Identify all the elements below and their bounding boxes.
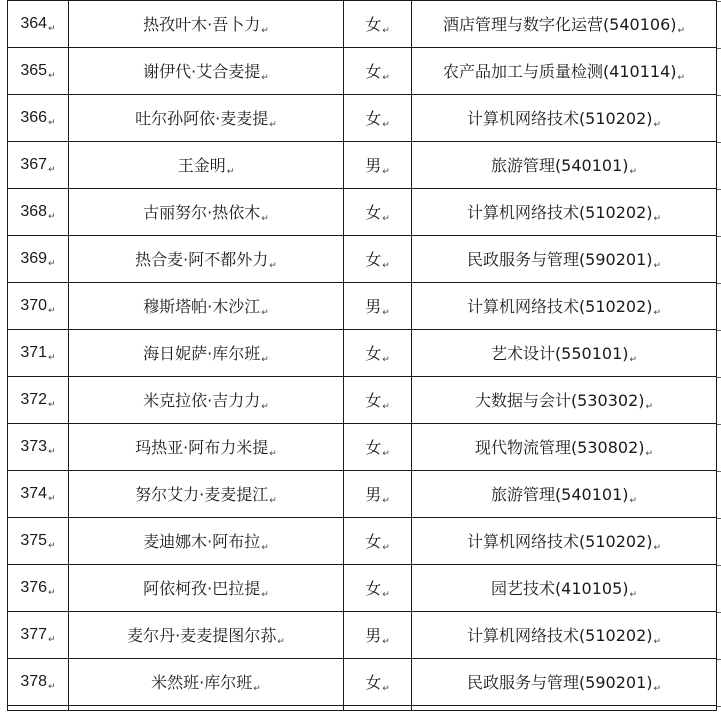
paragraph-mark-icon: ↵ (269, 261, 277, 271)
table-row (8, 565, 717, 612)
paragraph-mark-icon: ↵ (653, 637, 662, 647)
row-number: 375 (20, 531, 48, 549)
student-name-cell[interactable] (69, 283, 344, 330)
paragraph-mark-icon: ↵ (629, 167, 638, 177)
row-number: 373 (20, 437, 48, 455)
paragraph-mark-icon: ↵ (48, 398, 56, 409)
row-number: 366 (20, 108, 48, 126)
paragraph-mark-icon: ↵ (382, 684, 390, 694)
student-major: 计算机网络技术(510202) (466, 109, 653, 128)
paragraph-mark-icon: ↵ (48, 633, 56, 644)
paragraph-mark-icon: ↵ (382, 214, 390, 224)
margin-tick (717, 706, 721, 707)
roster-body (8, 1, 717, 711)
student-name: 王金明 (177, 156, 226, 175)
paragraph-mark-icon: ↵ (261, 26, 269, 36)
major-cell[interactable] (412, 471, 717, 518)
major-cell[interactable] (412, 565, 717, 612)
gender-cell[interactable] (344, 330, 412, 377)
student-gender: 女 (365, 438, 382, 457)
row-number: 374 (20, 484, 48, 502)
paragraph-mark-icon: ↵ (629, 355, 638, 365)
student-major: 民政服务与管理(590201) (466, 673, 653, 692)
row-number-cell[interactable] (8, 471, 69, 518)
table-row (8, 189, 717, 236)
major-cell[interactable] (412, 377, 717, 424)
student-name: 穆斯塔帕·木沙江 (143, 297, 261, 316)
paragraph-mark-icon: ↵ (382, 26, 390, 36)
student-name-cell[interactable] (69, 377, 344, 424)
student-name-cell[interactable] (69, 565, 344, 612)
student-gender: 女 (365, 344, 382, 363)
margin-tick (717, 659, 721, 660)
student-name: 热合麦·阿不都外力 (135, 250, 269, 269)
paragraph-mark-icon: ↵ (48, 304, 56, 315)
paragraph-mark-icon: ↵ (382, 308, 390, 318)
gender-cell[interactable] (344, 518, 412, 565)
paragraph-mark-icon: ↵ (382, 637, 390, 647)
table-row (8, 612, 717, 659)
paragraph-mark-icon: ↵ (653, 120, 662, 130)
paragraph-mark-icon: ↵ (48, 116, 56, 127)
paragraph-mark-icon: ↵ (48, 680, 56, 691)
row-number: 371 (20, 343, 48, 361)
margin-tick (717, 283, 721, 284)
row-number-cell[interactable] (8, 189, 69, 236)
row-number: 372 (20, 390, 48, 408)
row-number: 378 (20, 672, 48, 690)
margin-tick (717, 377, 721, 378)
student-gender: 女 (365, 579, 382, 598)
margin-tick (717, 189, 721, 190)
student-name-cell[interactable] (69, 330, 344, 377)
student-name-cell[interactable] (69, 189, 344, 236)
row-number: 376 (20, 578, 48, 596)
gender-cell[interactable] (344, 48, 412, 95)
row-number: 364 (20, 14, 48, 32)
student-gender: 男 (365, 485, 382, 504)
table-row (8, 518, 717, 565)
row-number-cell[interactable] (8, 236, 69, 283)
student-name-cell[interactable] (69, 142, 344, 189)
margin-tick (717, 471, 721, 472)
student-name: 热孜叶木·吾卜力 (143, 15, 261, 34)
table-row (8, 236, 717, 283)
row-number-cell[interactable] (8, 142, 69, 189)
student-major: 计算机网络技术(510202) (466, 297, 653, 316)
student-name-cell[interactable] (69, 48, 344, 95)
row-number-cell[interactable] (8, 518, 69, 565)
student-gender: 女 (365, 532, 382, 551)
student-gender: 女 (365, 62, 382, 81)
row-number-cell[interactable] (8, 95, 69, 142)
gender-cell[interactable] (344, 1, 412, 48)
student-major: 园艺技术(410105) (490, 579, 629, 598)
paragraph-mark-icon: ↵ (382, 449, 390, 459)
paragraph-mark-icon: ↵ (48, 257, 56, 268)
paragraph-mark-icon: ↵ (382, 402, 390, 412)
paragraph-mark-icon: ↵ (48, 210, 56, 221)
paragraph-mark-icon: ↵ (261, 73, 269, 83)
paragraph-mark-icon: ↵ (269, 120, 277, 130)
paragraph-mark-icon: ↵ (261, 355, 269, 365)
paragraph-mark-icon: ↵ (261, 590, 269, 600)
student-major: 现代物流管理(530802) (474, 438, 645, 457)
margin-tick (717, 95, 721, 96)
row-number-cell[interactable] (8, 1, 69, 48)
row-number-cell[interactable] (8, 283, 69, 330)
table-row (8, 424, 717, 471)
row-number-cell[interactable] (8, 424, 69, 471)
gender-cell[interactable] (344, 424, 412, 471)
paragraph-mark-icon: ↵ (48, 69, 56, 80)
major-cell[interactable] (412, 48, 717, 95)
student-gender: 女 (365, 673, 382, 692)
table-row-partial (8, 706, 717, 711)
table-row (8, 377, 717, 424)
paragraph-mark-icon: ↵ (48, 163, 56, 174)
paragraph-mark-icon: ↵ (48, 586, 56, 597)
paragraph-mark-icon: ↵ (253, 684, 261, 694)
major-cell[interactable] (412, 236, 717, 283)
margin-tick (717, 142, 721, 143)
table-row (8, 48, 717, 95)
paragraph-mark-icon: ↵ (226, 167, 235, 177)
row-number: 365 (20, 61, 48, 79)
major-cell[interactable] (412, 659, 717, 706)
paragraph-mark-icon: ↵ (48, 22, 56, 33)
partial-cell (8, 706, 69, 711)
student-gender: 男 (365, 626, 382, 645)
student-gender: 女 (365, 109, 382, 128)
student-name: 阿依柯孜·巴拉提 (143, 579, 261, 598)
student-name-cell[interactable] (69, 659, 344, 706)
gender-cell[interactable] (344, 189, 412, 236)
major-cell[interactable] (412, 1, 717, 48)
major-cell[interactable] (412, 283, 717, 330)
paragraph-mark-icon: ↵ (382, 590, 390, 600)
paragraph-mark-icon: ↵ (677, 26, 686, 36)
row-number: 370 (20, 296, 48, 314)
table-row (8, 283, 717, 330)
table-row (8, 330, 717, 377)
student-major: 民政服务与管理(590201) (466, 250, 653, 269)
student-gender: 女 (365, 203, 382, 222)
student-major: 农产品加工与质量检测(410114) (442, 62, 677, 81)
paragraph-mark-icon: ↵ (382, 120, 390, 130)
table-row (8, 95, 717, 142)
student-name: 吐尔孙阿依·麦麦提 (135, 109, 269, 128)
margin-tick (717, 518, 721, 519)
student-major: 旅游管理(540101) (490, 156, 629, 175)
row-number: 367 (20, 155, 48, 173)
gender-cell[interactable] (344, 612, 412, 659)
paragraph-mark-icon: ↵ (382, 496, 390, 506)
gender-cell[interactable] (344, 471, 412, 518)
paragraph-mark-icon: ↵ (645, 449, 654, 459)
student-gender: 女 (365, 391, 382, 410)
major-cell[interactable] (412, 142, 717, 189)
student-name-cell[interactable] (69, 95, 344, 142)
student-name: 米然班·库尔班 (151, 673, 253, 692)
paragraph-mark-icon: ↵ (48, 351, 56, 362)
paragraph-mark-icon: ↵ (645, 402, 654, 412)
partial-cell (344, 706, 412, 711)
paragraph-mark-icon: ↵ (269, 496, 277, 506)
margin-tick (717, 565, 721, 566)
row-number: 368 (20, 202, 48, 220)
paragraph-mark-icon: ↵ (277, 637, 285, 647)
student-gender: 男 (365, 297, 382, 316)
paragraph-mark-icon: ↵ (382, 73, 390, 83)
right-margin-marks (715, 0, 721, 725)
paragraph-mark-icon: ↵ (653, 543, 662, 553)
student-roster-table (7, 0, 717, 711)
student-name-cell[interactable] (69, 471, 344, 518)
gender-cell[interactable] (344, 565, 412, 612)
table-row (8, 1, 717, 48)
margin-tick (717, 330, 721, 331)
student-major: 计算机网络技术(510202) (466, 203, 653, 222)
student-name: 努尔艾力·麦麦提江 (135, 485, 269, 504)
margin-tick (717, 236, 721, 237)
student-name-cell[interactable] (69, 424, 344, 471)
table-row (8, 142, 717, 189)
student-name-cell[interactable] (69, 518, 344, 565)
student-gender: 女 (365, 250, 382, 269)
row-number-cell[interactable] (8, 377, 69, 424)
paragraph-mark-icon: ↵ (382, 543, 390, 553)
gender-cell[interactable] (344, 659, 412, 706)
paragraph-mark-icon: ↵ (261, 308, 269, 318)
student-name: 麦尔丹·麦麦提图尔荪 (127, 626, 277, 645)
paragraph-mark-icon: ↵ (48, 539, 56, 550)
paragraph-mark-icon: ↵ (261, 402, 269, 412)
gender-cell[interactable] (344, 95, 412, 142)
paragraph-mark-icon: ↵ (653, 214, 662, 224)
paragraph-mark-icon: ↵ (653, 261, 662, 271)
margin-tick (717, 1, 721, 2)
partial-cell (412, 706, 717, 711)
paragraph-mark-icon: ↵ (653, 684, 662, 694)
row-number: 377 (20, 625, 48, 643)
table-row (8, 659, 717, 706)
student-name: 谢伊代·艾合麦提 (143, 62, 261, 81)
paragraph-mark-icon: ↵ (382, 167, 390, 177)
paragraph-mark-icon: ↵ (48, 445, 56, 456)
row-number-cell[interactable] (8, 612, 69, 659)
student-major: 计算机网络技术(510202) (466, 532, 653, 551)
student-name: 玛热亚·阿布力米提 (135, 438, 269, 457)
paragraph-mark-icon: ↵ (382, 261, 390, 271)
major-cell[interactable] (412, 612, 717, 659)
major-cell[interactable] (412, 330, 717, 377)
paragraph-mark-icon: ↵ (677, 73, 686, 83)
paragraph-mark-icon: ↵ (629, 496, 638, 506)
student-major: 旅游管理(540101) (490, 485, 629, 504)
paragraph-mark-icon: ↵ (382, 355, 390, 365)
student-name: 米克拉依·吉力力 (143, 391, 261, 410)
student-name: 古丽努尔·热依木 (143, 203, 261, 222)
student-gender: 男 (365, 156, 382, 175)
student-name-cell[interactable] (69, 1, 344, 48)
gender-cell[interactable] (344, 283, 412, 330)
table-row (8, 471, 717, 518)
row-number-cell[interactable] (8, 48, 69, 95)
row-number-cell[interactable] (8, 330, 69, 377)
student-name-cell[interactable] (69, 236, 344, 283)
gender-cell[interactable] (344, 142, 412, 189)
partial-cell (69, 706, 344, 711)
row-number-cell[interactable] (8, 565, 69, 612)
student-name: 海日妮萨·库尔班 (143, 344, 261, 363)
major-cell[interactable] (412, 95, 717, 142)
paragraph-mark-icon: ↵ (653, 308, 662, 318)
student-major: 艺术设计(550101) (490, 344, 629, 363)
paragraph-mark-icon: ↵ (261, 543, 269, 553)
paragraph-mark-icon: ↵ (269, 449, 277, 459)
student-gender: 女 (365, 15, 382, 34)
major-cell[interactable] (412, 424, 717, 471)
major-cell[interactable] (412, 189, 717, 236)
paragraph-mark-icon: ↵ (48, 492, 56, 503)
student-name-cell[interactable] (69, 612, 344, 659)
row-number-cell[interactable] (8, 659, 69, 706)
margin-tick (717, 48, 721, 49)
major-cell[interactable] (412, 518, 717, 565)
student-major: 酒店管理与数字化运营(540106) (442, 15, 677, 34)
student-name: 麦迪娜木·阿布拉 (143, 532, 261, 551)
margin-tick (717, 612, 721, 613)
row-number: 369 (20, 249, 48, 267)
student-major: 大数据与会计(530302) (474, 391, 645, 410)
gender-cell[interactable] (344, 377, 412, 424)
paragraph-mark-icon: ↵ (629, 590, 638, 600)
student-major: 计算机网络技术(510202) (466, 626, 653, 645)
paragraph-mark-icon: ↵ (261, 214, 269, 224)
gender-cell[interactable] (344, 236, 412, 283)
margin-tick (717, 424, 721, 425)
